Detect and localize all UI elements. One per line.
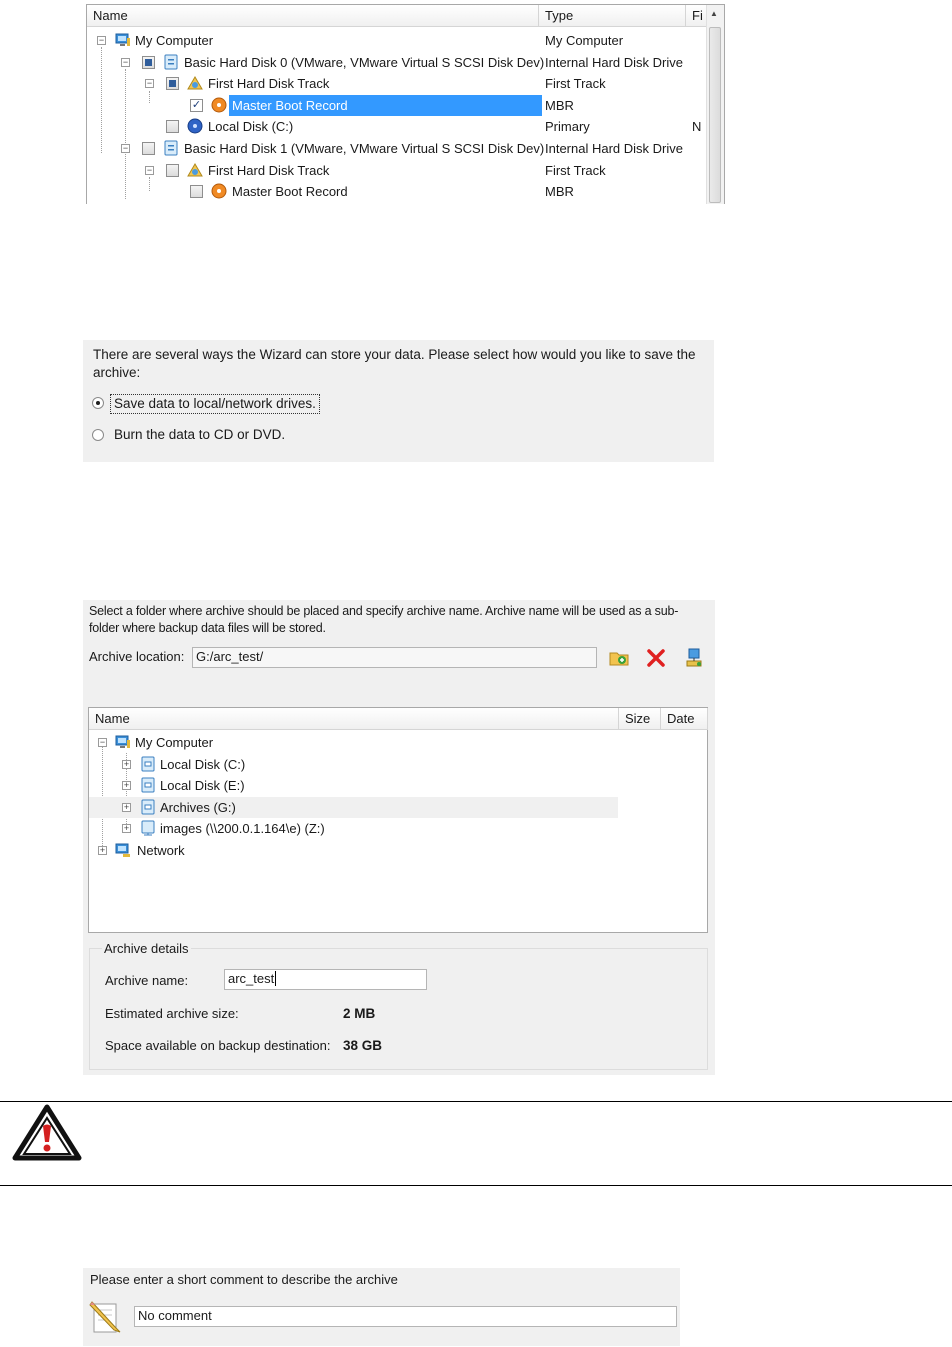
expand-toggle[interactable]: +	[123, 759, 130, 769]
tree-row-type: MBR	[545, 98, 574, 113]
tree-row-label: Master Boot Record	[229, 95, 542, 116]
collapse-toggle[interactable]: −	[146, 78, 153, 88]
archive-name-label: Archive name:	[105, 973, 189, 988]
collapse-toggle[interactable]: −	[98, 35, 105, 45]
computer-icon	[115, 734, 131, 750]
checkbox[interactable]	[142, 56, 155, 69]
tree-row-first-track-0[interactable]	[87, 73, 707, 94]
checkbox[interactable]	[166, 164, 179, 177]
expand-toggle[interactable]: +	[123, 802, 130, 812]
column-header-size[interactable]: Size	[619, 708, 661, 730]
expand-toggle[interactable]: +	[99, 845, 106, 855]
tree-row-disk-0[interactable]	[87, 52, 707, 73]
disk-tree-panel	[86, 4, 725, 204]
collapse-toggle[interactable]: −	[122, 143, 129, 153]
folder-tree	[88, 707, 708, 933]
tree-row-type: First Track	[545, 76, 606, 91]
folder-row-label: Local Disk (C:)	[160, 757, 246, 772]
drive-icon	[140, 799, 156, 815]
folder-row-label: Local Disk (E:)	[160, 778, 245, 793]
archive-details-group	[89, 941, 708, 1070]
expand-toggle[interactable]: +	[123, 780, 130, 790]
comment-input[interactable]: No comment	[134, 1306, 677, 1327]
estimated-size-value: 2 MB	[343, 1006, 376, 1021]
tree-row-disk-1[interactable]	[87, 138, 707, 159]
checkbox[interactable]: ✓	[191, 99, 202, 111]
archive-instruction: Select a folder where archive should be placed and specify archive name. Archive name will be used as a sub-folder where backup data files will be stored.	[89, 604, 679, 635]
comment-panel	[83, 1268, 680, 1346]
folder-row-archives-g[interactable]	[89, 797, 618, 818]
comment-prompt: Please enter a short comment to describe the archive	[90, 1272, 398, 1287]
network-drive-icon	[140, 820, 156, 836]
archive-name-input[interactable]	[224, 969, 427, 990]
track-icon	[187, 162, 203, 178]
tree-row-label: First Hard Disk Track	[208, 163, 330, 178]
space-available-label: Space available on backup destination:	[105, 1038, 331, 1053]
scroll-up-arrow-icon[interactable]: ▲	[710, 9, 718, 18]
network-icon	[115, 842, 131, 858]
archive-location-panel	[83, 600, 715, 1075]
checkbox[interactable]	[166, 77, 179, 90]
hard-disk-icon	[163, 140, 179, 156]
column-header-date[interactable]: Date	[661, 708, 708, 730]
divider-top	[0, 1101, 952, 1102]
folder-row-label: Archives (G:)	[160, 800, 236, 815]
radio-burn-cd[interactable]	[92, 426, 332, 446]
tree-row-label: Basic Hard Disk 0 (VMware, VMware Virtual S SCSI Disk Dev)	[184, 55, 545, 70]
tree-row-type: MBR	[545, 184, 574, 199]
folder-row-label: images (\\200.0.1.164\e) (Z:)	[160, 821, 325, 836]
tree-row-mbr-1[interactable]	[87, 181, 707, 202]
tree-row-type: Primary	[545, 119, 590, 134]
tree-row-mbr-0[interactable]	[87, 95, 707, 116]
folder-row-label: My Computer	[135, 735, 214, 750]
delete-icon[interactable]	[646, 648, 666, 668]
tree-row-first-track-1[interactable]	[87, 160, 707, 181]
collapse-toggle[interactable]: −	[146, 165, 153, 175]
warning-icon	[12, 1104, 82, 1161]
mbr-icon	[211, 97, 227, 113]
checkbox[interactable]	[190, 185, 203, 198]
folder-row-images-z[interactable]	[89, 818, 619, 839]
tree-row-type: Internal Hard Disk Drive	[545, 55, 683, 70]
column-header-name[interactable]: Name	[89, 708, 619, 730]
tree-row-type: Internal Hard Disk Drive	[545, 141, 683, 156]
drive-icon	[140, 756, 156, 772]
scrollbar-thumb[interactable]	[709, 27, 721, 203]
checkbox[interactable]	[166, 120, 179, 133]
checkbox[interactable]	[142, 142, 155, 155]
folder-row-local-disk-e[interactable]	[89, 775, 619, 796]
vertical-scrollbar[interactable]	[706, 5, 724, 204]
tree-row-label: First Hard Disk Track	[208, 76, 330, 91]
space-available-value: 38 GB	[343, 1038, 383, 1053]
folder-row-label: Network	[137, 843, 185, 858]
radio-button[interactable]	[92, 429, 104, 441]
tree-row-type: First Track	[545, 163, 606, 178]
archive-details-title: Archive details	[104, 941, 189, 956]
new-folder-icon[interactable]	[609, 648, 629, 668]
divider-bottom	[0, 1185, 952, 1186]
hard-disk-icon	[163, 54, 179, 70]
partition-icon	[187, 118, 203, 134]
radio-label: Burn the data to CD or DVD.	[114, 427, 286, 442]
tree-row-local-disk-c[interactable]	[87, 116, 707, 137]
text-cursor	[275, 971, 276, 986]
column-header-name[interactable]: Name	[87, 5, 539, 27]
track-icon	[187, 75, 203, 91]
drive-icon	[140, 777, 156, 793]
network-drive-icon[interactable]	[683, 647, 705, 669]
archive-location-input[interactable]: G:/arc_test/	[192, 647, 597, 668]
archive-name-value: arc_test	[228, 971, 275, 986]
folder-row-network[interactable]	[89, 840, 619, 861]
save-options-panel	[83, 340, 714, 462]
folder-row-local-disk-c[interactable]	[89, 754, 619, 775]
radio-label: Save data to local/network drives.	[110, 394, 320, 414]
save-options-prompt: There are several ways the Wizard can store your data. Please select how would you like to save the archive:	[93, 347, 696, 380]
folder-row-my-computer[interactable]	[89, 732, 619, 753]
computer-icon	[115, 32, 131, 48]
tree-row-label: My Computer	[135, 33, 214, 48]
tree-row-label: Local Disk (C:)	[208, 119, 294, 134]
comment-pencil-icon	[88, 1296, 128, 1336]
expand-toggle[interactable]: +	[123, 823, 130, 833]
column-header-type[interactable]: Type	[539, 5, 686, 27]
tree-row-type: My Computer	[545, 33, 624, 48]
collapse-toggle[interactable]: −	[99, 737, 106, 747]
radio-save-local[interactable]	[92, 394, 332, 414]
archive-location-label: Archive location:	[89, 649, 185, 664]
tree-row-label: Basic Hard Disk 1 (VMware, VMware Virtual S SCSI Disk Dev)	[184, 141, 545, 156]
radio-button[interactable]	[92, 397, 104, 409]
tree-row-extra: N	[692, 119, 702, 134]
estimated-size-label: Estimated archive size:	[105, 1006, 239, 1021]
tree-row-my-computer[interactable]	[87, 30, 707, 51]
mbr-icon	[211, 183, 227, 199]
collapse-toggle[interactable]: −	[122, 57, 129, 67]
tree-row-label: Master Boot Record	[232, 184, 348, 199]
column-header-extra[interactable]: Fi	[686, 5, 708, 27]
